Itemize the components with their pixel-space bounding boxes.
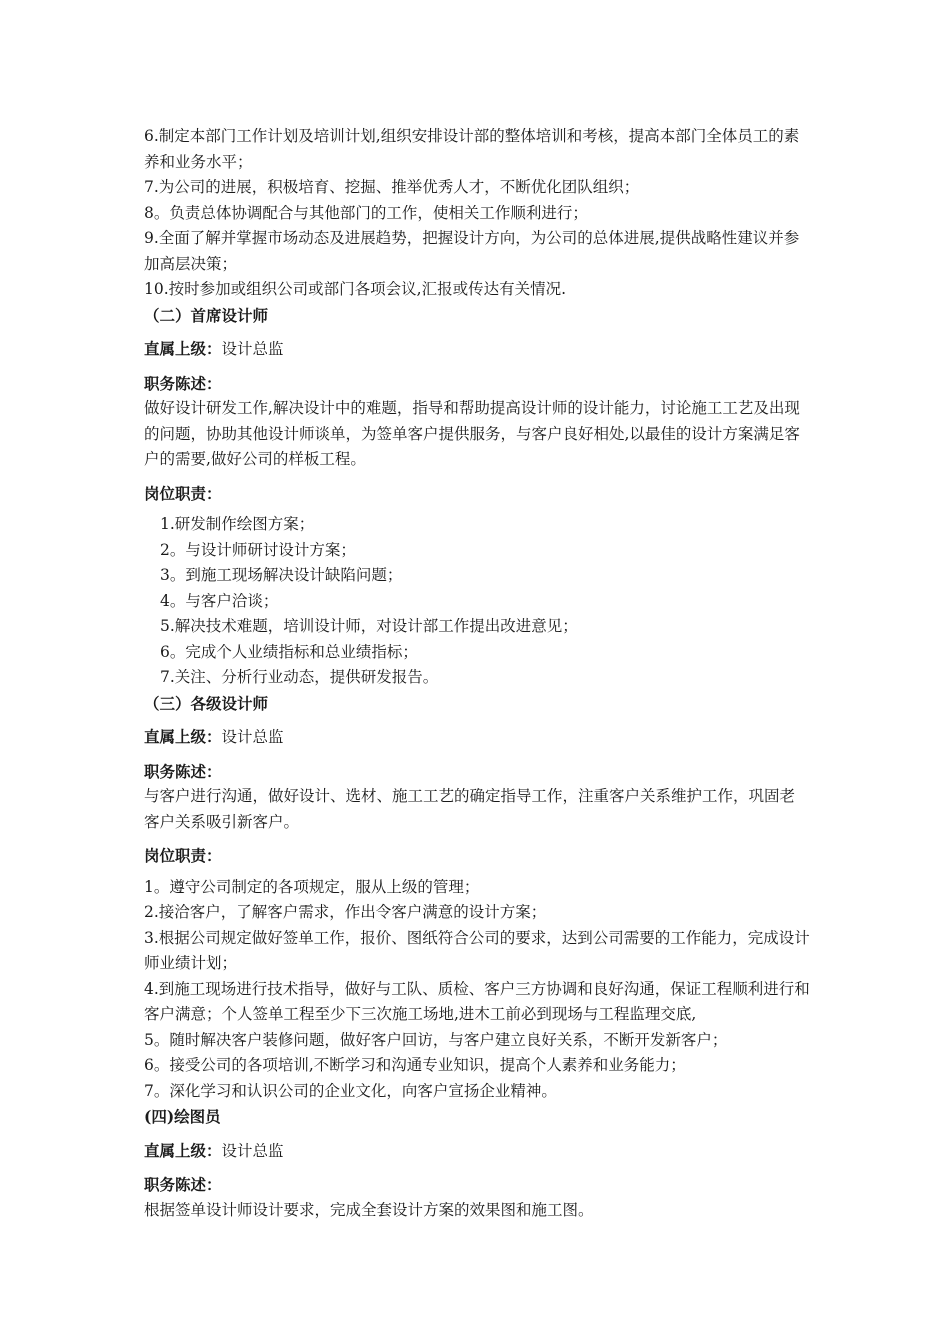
superior-value: 设计总监 xyxy=(221,340,284,358)
list-item: 2。与设计师研讨设计方案； xyxy=(160,540,356,559)
document-body xyxy=(144,124,810,1223)
superior-value: 设计总监 xyxy=(221,1141,284,1160)
superior-field xyxy=(144,724,810,751)
list-item: 2.接洽客户，了解客户需求，作出令客户满意的设计方案； xyxy=(144,903,547,921)
duties-list xyxy=(144,512,810,691)
list-item: 5.解决技术难题，培训设计师，对设计部工作提出改进意见； xyxy=(160,617,578,635)
list-item: 1.研发制作绘图方案； xyxy=(160,515,315,533)
list-item: 7.关注、分析行业动态，提供研发报告。 xyxy=(160,668,439,686)
section-title: (四)绘图员 xyxy=(144,1107,221,1126)
superior-field xyxy=(144,336,810,363)
list-item: 6。接受公司的各项培训,不断学习和沟通专业知识，提高个人素养和业务能力； xyxy=(144,1056,686,1074)
duties-list xyxy=(144,875,810,1105)
intro-list xyxy=(144,124,810,303)
superior-label: 直属上级： xyxy=(144,727,222,746)
list-item: 1。遵守公司制定的各项规定，服从上级的管理； xyxy=(144,877,480,896)
list-item: 9.全面了解并掌握市场动态及进展趋势，把握设计方向，为公司的总体进展,提供战略性建议并参加高层决策； xyxy=(144,229,800,273)
list-item: 6.制定本部门工作计划及培训计划,组织安排设计部的整体培训和考核，提高本部门全体员工的素养和业务水平； xyxy=(144,127,800,171)
list-item: 4.到施工现场进行技术指导，做好与工队、质检、客户三方协调和良好沟通，保证工程顺利进行和客户满意；个人签单工程至少下三次施工场地,进木工前必到现场与工程监理交底, xyxy=(144,979,810,1023)
superior-field xyxy=(144,1138,810,1165)
list-item: 6。完成个人业绩指标和总业绩指标； xyxy=(160,642,418,661)
duties-label: 岗位职责： xyxy=(144,846,222,865)
section-chief-designer xyxy=(144,303,810,691)
section-designers xyxy=(144,691,810,1105)
list-item: 7。深化学习和认识公司的企业文化，向客户宣扬企业精神。 xyxy=(144,1081,557,1100)
section-title: （二）首席设计师 xyxy=(144,305,269,325)
superior-label: 直属上级： xyxy=(144,1140,222,1160)
description-label: 职务陈述： xyxy=(144,373,222,393)
description-text: 根据签单设计师设计要求，完成全套设计方案的效果图和施工图。 xyxy=(144,1200,594,1219)
list-item: 5。随时解决客户装修问题，做好客户回访，与客户建立良好关系，不断开发新客户； xyxy=(144,1030,728,1049)
superior-value: 设计总监 xyxy=(221,728,284,746)
description-label: 职务陈述： xyxy=(144,761,222,781)
list-item: 3。到施工现场解决设计缺陷问题； xyxy=(160,566,403,584)
list-item: 10.按时参加或组织公司或部门各项会议,汇报或传达有关情况. xyxy=(144,280,567,298)
section-draftsman xyxy=(144,1104,810,1223)
description-text: 做好设计研发工作,解决设计中的难题，指导和帮助提高设计师的设计能力，讨论施工工艺及出现的问题，协助其他设计师谈单，为签单客户提供服务，与客户良好相处,以最佳的设计方案满足客户的需要,做好公司的样板工程。 xyxy=(144,399,800,468)
list-item: 7.为公司的进展，积极培育、挖掘、推举优秀人才，不断优化团队组织； xyxy=(144,178,640,196)
description-label: 职务陈述： xyxy=(144,1175,222,1194)
section-title: （三）各级设计师 xyxy=(144,693,269,713)
list-item: 8。负责总体协调配合与其他部门的工作，使相关工作顺利进行； xyxy=(144,203,588,222)
duties-label: 岗位职责： xyxy=(144,483,222,503)
list-item: 4。与客户洽谈； xyxy=(160,591,279,610)
description-text: 与客户进行沟通，做好设计、选材、施工工艺的确定指导工作，注重客户关系维护工作，巩固老客户关系吸引新客户。 xyxy=(144,787,796,831)
superior-label: 直属上级： xyxy=(144,339,222,358)
list-item: 3.根据公司规定做好签单工作，报价、图纸符合公司的要求，达到公司需要的工作能力，完成设计师业绩计划； xyxy=(144,928,810,972)
